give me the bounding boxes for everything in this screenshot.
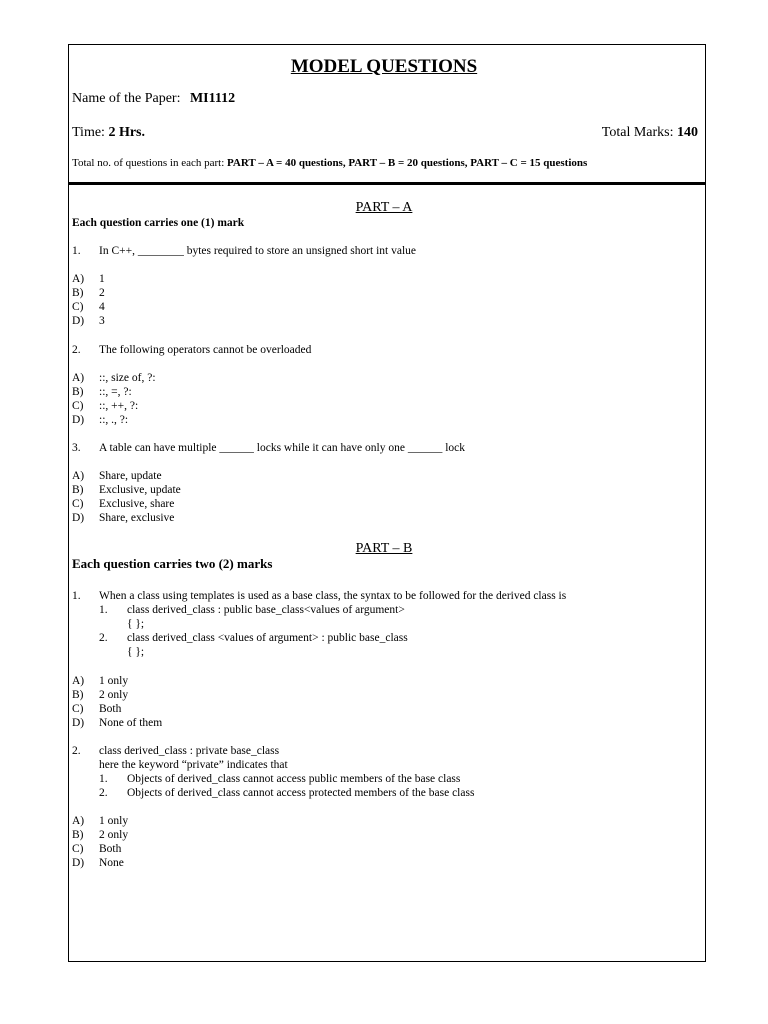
option-letter: D) [72,512,85,524]
sub-item-continuation: { }; [127,646,145,658]
sub-item-number: 1. [99,773,108,785]
option-text: 2 only [99,689,129,701]
option-text: 1 [99,273,105,285]
option-letter: A) [72,675,85,687]
option-text: 1 only [99,675,129,687]
option-letter: A) [72,470,85,482]
sub-item-text: class derived_class <values of argument> : public base_class [127,632,408,644]
option-text: ::, ++, ?: [99,400,139,412]
option-letter: A) [72,815,85,827]
question-number: 1. [72,590,81,602]
option-text: ::, size of, ?: [99,372,156,384]
option-letter: C) [72,301,84,313]
paper-name-label: Name of the Paper: [72,91,181,106]
time-value: 2 Hrs. [108,125,146,140]
option-letter: D) [72,857,85,869]
option-text: 2 [99,287,105,299]
paper-name-line [72,90,235,108]
option-text: ::, ., ?: [99,414,129,426]
question-number: 1. [72,245,81,257]
parts-info-line [72,156,587,170]
sub-item-number: 2. [99,632,108,644]
option-text: None [99,857,124,869]
question-text: The following operators cannot be overloaded [99,344,312,356]
part-a-heading: PART – A [355,200,413,215]
option-letter: A) [72,372,85,384]
sub-item-continuation: { }; [127,618,145,630]
paper-code: MI1112 [189,91,236,106]
option-text: Exclusive, update [99,484,181,496]
sub-item-text: Objects of derived_class cannot access protected members of the base class [127,787,475,799]
question-number: 3. [72,442,81,454]
part-b-heading: PART – B [355,541,413,556]
question-text: When a class using templates is used as a base class, the syntax to be followed for the derived class is [99,590,567,602]
parts-info-value: PART – A = 40 questions, PART – B = 20 questions, PART – C = 15 questions [227,157,588,169]
option-letter: A) [72,273,85,285]
total-marks-label: Total Marks: [601,125,674,140]
sub-item-number: 1. [99,604,108,616]
page-title: MODEL QUESTIONS [290,56,478,77]
option-text: Both [99,843,122,855]
option-letter: B) [72,386,84,398]
option-text: 4 [99,301,105,313]
option-letter: C) [72,400,84,412]
option-text: 1 only [99,815,129,827]
question-number: 2. [72,745,81,757]
question-text: A table can have multiple ______ locks while it can have only one ______ lock [99,442,465,454]
option-letter: B) [72,689,84,701]
option-letter: B) [72,829,84,841]
option-text: Share, exclusive [99,512,175,524]
option-letter: B) [72,484,84,496]
option-text: Share, update [99,470,162,482]
sub-item-number: 2. [99,787,108,799]
sub-item-text: Objects of derived_class cannot access public members of the base class [127,773,461,785]
option-letter: C) [72,843,84,855]
option-letter: B) [72,287,84,299]
question-text: In C++, ________ bytes required to store an unsigned short int value [99,245,417,257]
option-text: None of them [99,717,163,729]
header-divider [68,182,706,185]
option-letter: D) [72,414,85,426]
option-letter: D) [72,717,85,729]
part-a-instruction: Each question carries one (1) mark [72,217,245,229]
option-letter: C) [72,703,84,715]
total-marks-line [602,124,698,142]
option-text: 2 only [99,829,129,841]
parts-info-label: Total no. of questions in each part: [72,157,225,169]
question-text: here the keyword “private” indicates that [99,759,288,771]
option-text: Exclusive, share [99,498,175,510]
option-letter: C) [72,498,84,510]
option-text: 3 [99,315,105,327]
sub-item-text: class derived_class : public base_class<values of argument> [127,604,405,616]
option-text: Both [99,703,122,715]
question-number: 2. [72,344,81,356]
time-label: Time: [72,125,105,140]
option-text: ::, =, ?: [99,386,132,398]
part-b-instruction: Each question carries two (2) marks [72,556,273,571]
question-text: class derived_class : private base_class [99,745,280,757]
time-line [72,124,145,142]
option-letter: D) [72,315,85,327]
total-marks-value: 140 [677,125,698,140]
